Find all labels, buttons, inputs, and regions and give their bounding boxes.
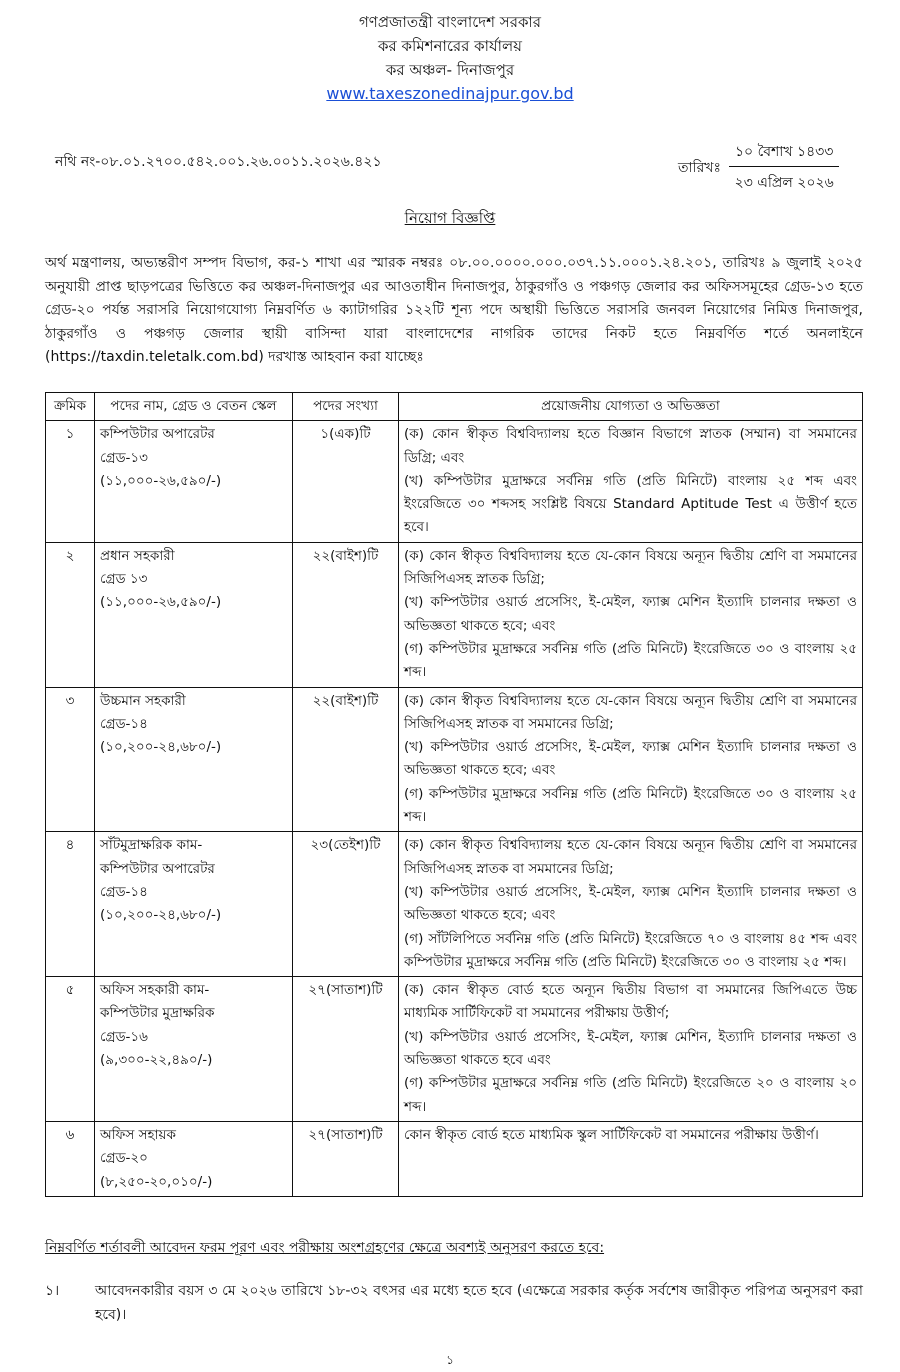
header-serial: ক্রমিক — [46, 393, 95, 421]
date-bangla: ১০ বৈশাখ ১৪৩৩ — [729, 140, 839, 167]
post-line: অফিস সহকারী কাম- — [100, 982, 210, 999]
row-serial: ৩ — [46, 687, 95, 832]
qualification-item: (ক) কোন স্বীকৃত বিশ্ববিদ্যালয় হতে বিজ্ঞান বিভাগে স্নাতক (সম্মান) বা সমমানের ডিগ্রি; এবং — [404, 426, 857, 466]
table-row — [46, 1121, 863, 1196]
post-line: গ্রেড-১৪ — [100, 883, 148, 900]
conditions-heading: নিম্নবর্ণিত শর্তাবলী আবেদন ফরম পূরণ এবং পরীক্ষায় অংশগ্রহণের ক্ষেত্রে অবশ্যই অনুসরণ করতে হবে: — [45, 1240, 605, 1256]
row-qualification — [399, 542, 863, 687]
row-qualification — [399, 687, 863, 832]
date-label: তারিখঃ — [678, 159, 721, 176]
qualification-item: (গ) কম্পিউটার মুদ্রাক্ষরে সর্বনিম্ন গতি (প্রতি মিনিটে) ইংরেজিতে ২০ ও বাংলায় ২০ শব্দ। — [404, 1075, 857, 1115]
post-line: গ্রেড-১৩ — [100, 449, 148, 466]
letterhead — [0, 10, 900, 106]
post-line: কম্পিউটার অপারেটর — [100, 426, 215, 443]
notice-title-wrap — [0, 207, 900, 232]
header-qualification: প্রয়োজনীয় যোগ্যতা ও অভিজ্ঞতা — [399, 393, 863, 421]
post-line: উচ্চমান সহকারী — [100, 692, 186, 709]
post-line: কম্পিউটার অপারেটর — [100, 860, 215, 877]
page-number: ১ — [446, 1353, 454, 1367]
zone-name: কর অঞ্চল- দিনাজপুর — [385, 61, 515, 79]
row-serial: ২ — [46, 542, 95, 687]
row-qualification — [399, 421, 863, 542]
table-row — [46, 832, 863, 977]
office-name: কর কমিশনারের কার্যালয় — [378, 37, 522, 55]
table-row — [46, 687, 863, 832]
post-line: (৮,২৫০-২০,০১০/-) — [100, 1173, 213, 1190]
condition-number: ১। — [45, 1283, 60, 1299]
date-block — [678, 140, 839, 195]
header-post: পদের নাম, গ্রেড ও বেতন স্কেল — [95, 393, 293, 421]
row-serial: ১ — [46, 421, 95, 542]
post-line: (১০,২০০-২৪,৬৮০/-) — [100, 907, 222, 924]
table-header-row — [46, 393, 863, 421]
row-post-count: ২৭(সাতাশ)টি — [293, 977, 399, 1122]
notice-title: নিয়োগ বিজ্ঞপ্তি — [404, 209, 496, 227]
government-name: গণপ্রজাতন্ত্রী বাংলাদেশ সরকার — [358, 13, 542, 31]
condition-item — [45, 1280, 863, 1327]
row-serial: ৫ — [46, 977, 95, 1122]
qualification-item: (খ) কম্পিউটার ওয়ার্ড প্রসেসিং, ই-মেইল, ফ্যাক্স মেশিন ইত্যাদি চালনার দক্ষতা ও অভিজ্ঞতা থাকতে হবে; এবং — [404, 739, 857, 779]
post-line: (১০,২০০-২৪,৬৮০/-) — [100, 739, 222, 756]
reference-number: নথি নং-০৮.০১.২৭০০.৫৪২.০০১.২৬.০০১১.২০২৬.৪২১ — [55, 154, 382, 170]
row-post-count: ১(এক)টি — [293, 421, 399, 542]
post-line: সাঁটমুদ্রাক্ষরিক কাম- — [100, 837, 203, 854]
date-english: ২৩ এপ্রিল ২০২৬ — [734, 175, 834, 191]
qualification-item: (খ) কম্পিউটার ওয়ার্ড প্রসেসিং, ই-মেইল, ফ্যাক্স মেশিন ইত্যাদি চালনার দক্ষতা ও অভিজ্ঞতা থাকতে হবে; এবং — [404, 594, 857, 634]
post-line: (৯,৩০০-২২,৪৯০/-) — [100, 1052, 213, 1069]
posts-table — [45, 392, 863, 1197]
post-line: (১১,০০০-২৬,৫৯০/-) — [100, 594, 222, 611]
qualification-item: কোন স্বীকৃত বোর্ড হতে মাধ্যমিক স্কুল সার্টিফিকেট বা সমমানের পরীক্ষায় উত্তীর্ণ। — [404, 1126, 819, 1143]
qualification-item: (খ) কম্পিউটার মুদ্রাক্ষরে সর্বনিম্ন গতি (প্রতি মিনিটে) বাংলায় ২৫ শব্দ এবং ইংরেজিতে ৩০ শব্দসহ সংশ্লিষ্ট বিষয়ে Standard Aptitude Test এ উত্তীর্ণ হতে হবে। — [404, 472, 857, 536]
row-post-count: ২৩(তেইশ)টি — [293, 832, 399, 977]
row-post — [95, 832, 293, 977]
post-line: প্রধান সহকারী — [100, 547, 175, 564]
intro-paragraph: অর্থ মন্ত্রণালয়, অভ্যন্তরীণ সম্পদ বিভাগ, কর-১ শাখা এর স্মারক নম্বরঃ ০৮.০০.০০০০.০০০.০৩৭.১১.০০০১.২৪.২০১, তারিখঃ ৯ জুলাই ২০২৫ অনুযায়ী প্রাপ্ত ছাড়পত্রের ভিত্তিতে কর অঞ্চল-দিনাজপুর এর আওতাধীন দিনাজপুর, ঠাকুরগাঁও ও পঞ্চগড় জেলার কর অফিসসমূহের গ্রেড-১৩ হতে গ্রেড-২০ পর্যন্ত সরাসরি নিয়োগযোগ্য নিম্নবর্ণিত ৬ ক্যাটাগরির ১২২টি শূন্য পদে অস্থায়ী ভিত্তিতে সরাসরি জনবল নিয়োগের নিমিত্ত দিনাজপুর, ঠাকুরগাঁও ও পঞ্চগড় জেলার স্থায়ী বাসিন্দা যারা বাংলাদেশের নাগরিক তাদের নিকট হতে নিম্নবর্ণিত শর্তে অনলাইনে (https://taxdin.teletalk.com.bd) দরখাস্ত আহবান করা যাচ্ছেঃ — [45, 255, 863, 365]
post-line: গ্রেড-২০ — [100, 1150, 148, 1167]
table-row — [46, 542, 863, 687]
posts-table-body — [46, 421, 863, 1197]
post-line: (১১,০০০-২৬,৫৯০/-) — [100, 472, 222, 489]
row-serial: ৬ — [46, 1121, 95, 1196]
table-row — [46, 977, 863, 1122]
qualification-item: (গ) কম্পিউটার মুদ্রাক্ষরে সর্বনিম্ন গতি (প্রতি মিনিটে) ইংরেজিতে ৩০ ও বাংলায় ২৫ শব্দ। — [404, 640, 857, 681]
post-line: গ্রেড ১৩ — [100, 571, 148, 588]
condition-text: আবেদনকারীর বয়স ৩ মে ২০২৬ তারিখে ১৮-৩২ বৎসর এর মধ্যে হতে হবে (এক্ষেত্রে সরকার কর্তৃক সর্বশেষ জারীকৃত পরিপত্র অনুসরণ করা হবে)। — [95, 1283, 863, 1323]
row-post-count: ২২(বাইশ)টি — [293, 542, 399, 687]
post-line: কম্পিউটার মুদ্রাক্ষরিক — [100, 1005, 215, 1022]
website-link[interactable]: www.taxeszonedinajpur.gov.bd — [326, 84, 574, 103]
row-post — [95, 1121, 293, 1196]
table-row — [46, 421, 863, 542]
row-qualification — [399, 977, 863, 1122]
row-post-count: ২২(বাইশ)টি — [293, 687, 399, 832]
row-post — [95, 977, 293, 1122]
row-serial: ৪ — [46, 832, 95, 977]
qualification-item: (গ) কম্পিউটার মুদ্রাক্ষরে সর্বনিম্ন গতি (প্রতি মিনিটে) ইংরেজিতে ৩০ ও বাংলায় ২৫ শব্দ। — [404, 785, 857, 826]
qualification-item: (খ) কম্পিউটার ওয়ার্ড প্রসেসিং, ই-মেইল, ফ্যাক্স মেশিন, ইত্যাদি চালনার দক্ষতা ও অভিজ্ঞতা থাকতে হবে এবং — [404, 1028, 857, 1069]
qualification-item: (গ) সাঁটলিপিতে সর্বনিম্ন গতি (প্রতি মিনিটে) ইংরেজিতে ৭০ ও বাংলায় ৪৫ শব্দ এবং কম্পিউটার মুদ্রাক্ষরে সর্বনিম্ন গতি (প্রতি মিনিটে) ইংরেজিতে ৩০ ও বাংলায় ২৫ শব্দ। — [404, 930, 857, 970]
post-line: গ্রেড-১৬ — [100, 1028, 148, 1045]
row-post — [95, 687, 293, 832]
row-qualification — [399, 1121, 863, 1196]
row-post-count: ২৭(সাতাশ)টি — [293, 1121, 399, 1196]
qualification-item: (খ) কম্পিউটার ওয়ার্ড প্রসেসিং, ই-মেইল, ফ্যাক্স মেশিন ইত্যাদি চালনার দক্ষতা ও অভিজ্ঞতা থাকতে হবে; এবং — [404, 883, 857, 924]
row-post — [95, 421, 293, 542]
post-line: অফিস সহায়ক — [100, 1126, 176, 1143]
qualification-item: (ক) কোন স্বীকৃত বোর্ড হতে অন্যূন দ্বিতীয় বিভাগ বা সমমানের জিপিএতে উচ্চ মাধ্যমিক সার্টিফিকেট বা সমমানের পরীক্ষায় উত্তীর্ণ; — [404, 982, 857, 1022]
post-line: গ্রেড-১৪ — [100, 715, 148, 732]
header-count: পদের সংখ্যা — [293, 393, 399, 421]
row-qualification — [399, 832, 863, 977]
qualification-item: (ক) কোন স্বীকৃত বিশ্ববিদ্যালয় হতে যে-কোন বিষয়ে অন্যূন দ্বিতীয় শ্রেণি বা সমমানের সিজিপিএসহ স্নাতক বা সমমানের ডিগ্রি; — [404, 837, 857, 877]
qualification-item: (ক) কোন স্বীকৃত বিশ্ববিদ্যালয় হতে যে-কোন বিষয়ে অন্যূন দ্বিতীয় শ্রেণি বা সমমানের সিজিপিএসহ স্নাতক ডিগ্রি; — [404, 547, 857, 588]
row-post — [95, 542, 293, 687]
qualification-item: (ক) কোন স্বীকৃত বিশ্ববিদ্যালয় হতে যে-কোন বিষয়ে অন্যূন দ্বিতীয় শ্রেণি বা সমমানের সিজিপিএসহ স্নাতক বা সমমানের ডিগ্রি; — [404, 692, 857, 732]
